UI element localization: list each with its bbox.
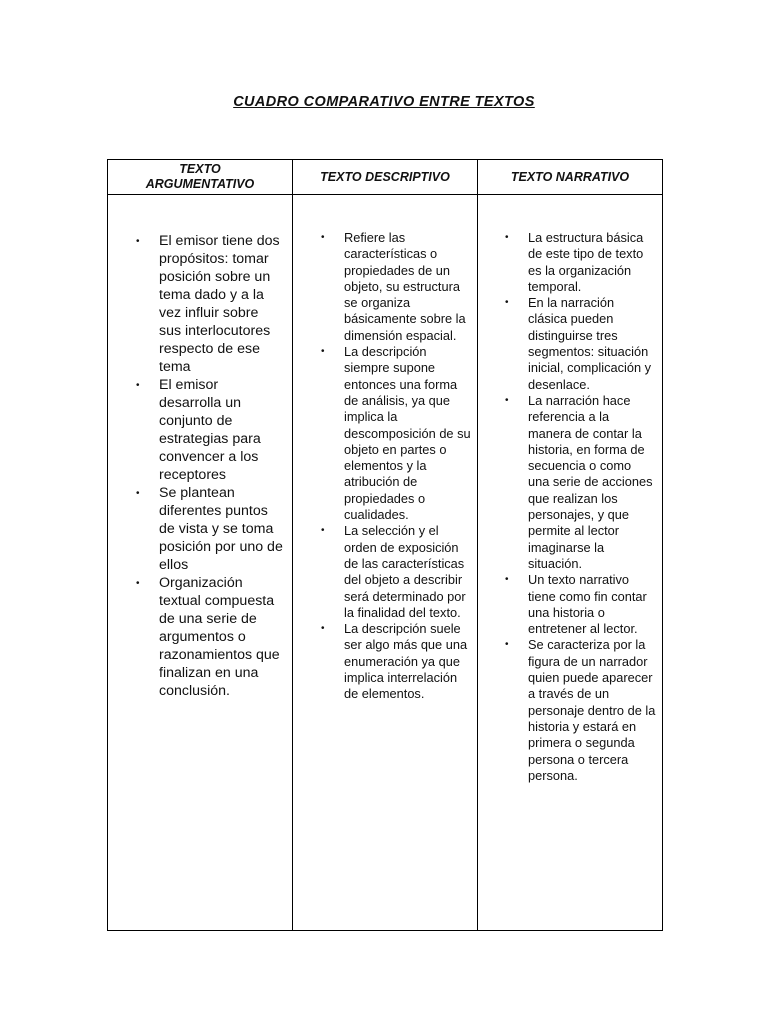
list-narrativo [505,230,656,784]
bullet-icon: • [136,578,140,589]
bullet-icon: • [136,236,140,247]
bullet-icon: • [136,380,140,391]
list-argumentativo [136,232,284,700]
bullet-icon: • [505,639,509,651]
page-title: CUADRO COMPARATIVO ENTRE TEXTOS [233,94,535,110]
list-item-text: Refiere las características o propiedades de un objeto, su estructura se organiza básicamente sobre la dimensión espacial. [344,230,466,343]
header-argumentativo-line2: ARGUMENTATIVO [145,177,255,191]
list-item [505,572,656,637]
list-item [321,621,471,702]
bullet-icon: • [321,346,325,358]
list-item-text: Organización textual compuesta de una serie de argumentos o razonamientos que finalizan en una conclusión. [159,575,280,699]
list-item-text: La narración hace referencia a la manera de contar la historia, en forma de secuencia o como una serie de acciones que realizan los personajes, y que permite al lector imaginarse la situación. [528,392,653,571]
list-item [505,230,656,295]
bullet-icon: • [505,394,509,406]
column-descriptivo [293,195,477,930]
list-item [505,295,656,393]
table-header-row [108,160,662,195]
bullet-icon: • [321,232,325,243]
header-argumentativo [108,160,292,194]
bullet-icon: • [321,525,325,537]
bullet-icon: • [505,297,509,309]
list-item [136,484,284,574]
list-item-text: La descripción siempre supone entonces una forma de análisis, ya que implica la descomposición de su objeto en partes o elementos y la atribución de propiedades o cualidades. [344,344,471,523]
list-item [321,230,471,344]
list-item-text: Se caracteriza por la figura de un narrador quien puede aparecer a través de un personaje dentro de la historia y estará en primera o segunda persona o tercera persona. [528,637,656,783]
column-narrativo [478,195,662,930]
list-item-text: Un texto narrativo tiene como fin contar una historia o entretener al lector. [528,572,647,637]
header-argumentativo-line1: TEXTO [179,162,221,176]
list-item-text: La estructura básica de este tipo de texto es la organización temporal. [528,230,644,294]
list-item [505,637,656,784]
bullet-icon: • [321,623,325,635]
list-item-text: El emisor desarrolla un conjunto de estrategias para convencer a los receptores [159,377,261,483]
list-item [505,392,656,572]
bullet-icon: • [505,232,509,243]
list-item [136,574,284,700]
list-item-text: La selección y el orden de exposición de las características del objeto a describir será determinado por la finalidad del texto. [344,523,466,620]
list-descriptivo [321,230,471,703]
list-item [321,344,471,523]
bullet-icon: • [136,488,140,499]
bullet-icon: • [505,574,509,586]
list-item-text: El emisor tiene dos propósitos: tomar posición sobre un tema dado y a la vez influir sobre sus interlocutores respecto de ese tema [159,233,280,375]
column-argumentativo [108,195,292,930]
list-item-text: La descripción suele ser algo más que una enumeración ya que implica interrelación de elementos. [344,621,468,702]
comparison-table [107,159,663,931]
list-item [321,523,471,621]
header-descriptivo: TEXTO DESCRIPTIVO [320,169,450,184]
list-item [136,376,284,484]
list-item-text: Se plantean diferentes puntos de vista y se toma posición por uno de ellos [159,485,283,573]
list-item-text: En la narración clásica pueden distinguirse tres segmentos: situación inicial, complicación y desenlace. [528,295,652,392]
header-narrativo: TEXTO NARRATIVO [510,169,630,184]
list-item [136,232,284,376]
